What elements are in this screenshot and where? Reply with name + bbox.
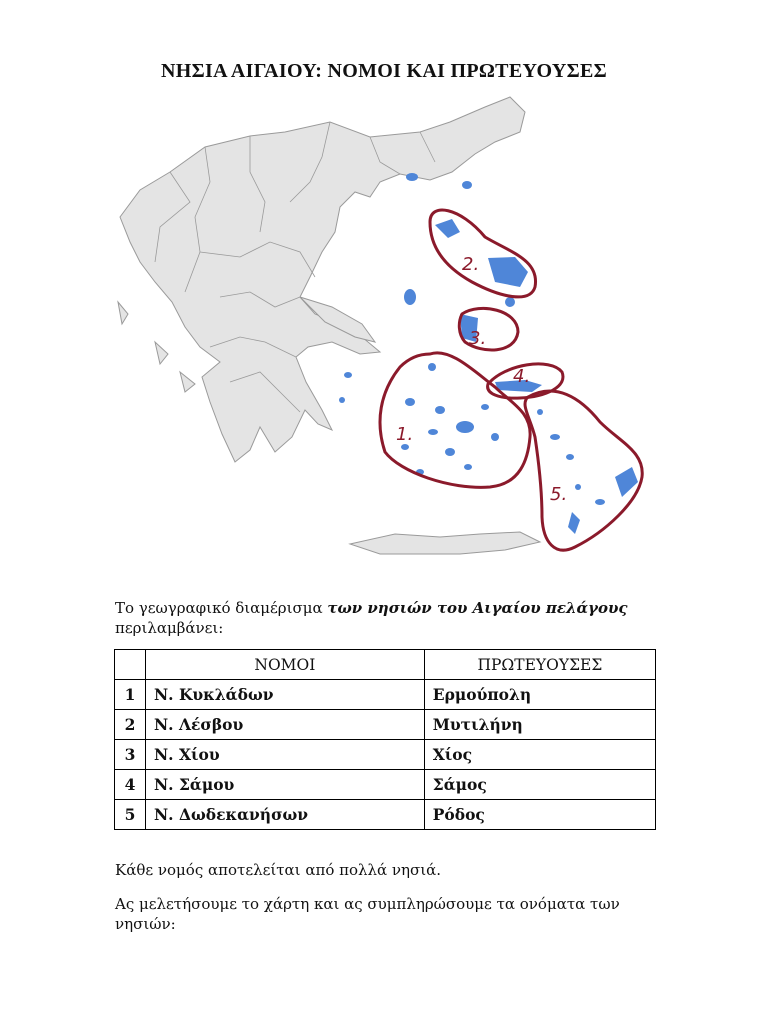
intro-bold: των νησιών του Αιγαίου πελάγους <box>327 599 628 617</box>
region-label-3: 3. <box>469 328 487 349</box>
row-num: 2 <box>115 710 146 740</box>
region-circle-1 <box>380 353 530 488</box>
row-num: 1 <box>115 680 146 710</box>
row-capital: Χίος <box>424 740 655 770</box>
table-row <box>115 740 656 770</box>
page-title: ΝΗΣΙΑ ΑΙΓΑΙΟΥ: ΝΟΜΟΙ ΚΑΙ ΠΡΩΤΕΥΟΥΣΕΣ <box>161 60 607 82</box>
intro-text <box>115 598 675 638</box>
table-row <box>115 770 656 800</box>
row-capital: Σάμος <box>424 770 655 800</box>
region-label-5: 5. <box>550 484 568 505</box>
region-label-4: 4. <box>513 366 531 387</box>
row-prefecture: Ν. Σάμου <box>146 770 425 800</box>
intro-before: Το γεωγραφικό διαμέρισμα <box>115 599 328 617</box>
table-row <box>115 800 656 830</box>
row-prefecture: Ν. Δωδεκανήσων <box>146 800 425 830</box>
region-label-2: 2. <box>462 254 480 275</box>
row-prefecture: Ν. Λέσβου <box>146 710 425 740</box>
row-prefecture: Ν. Χίου <box>146 740 425 770</box>
row-num: 4 <box>115 770 146 800</box>
row-capital: Ερμούπολη <box>424 680 655 710</box>
table-row <box>115 710 656 740</box>
crete-island <box>350 532 540 554</box>
row-num: 3 <box>115 740 146 770</box>
row-capital: Ρόδος <box>424 800 655 830</box>
prefectures-table <box>114 649 656 830</box>
table-header-row <box>115 650 656 680</box>
header-prefectures: ΝΟΜΟΙ <box>146 650 425 680</box>
mainland-greece <box>120 97 525 462</box>
greece-map <box>100 92 660 592</box>
intro-after: περιλαμβάνει: <box>115 619 224 637</box>
header-capitals: ΠΡΩΤΕΥΟΥΣΕΣ <box>424 650 655 680</box>
region-label-1: 1. <box>396 424 414 445</box>
header-num <box>115 650 146 680</box>
table-row <box>115 680 656 710</box>
row-capital: Μυτιλήνη <box>424 710 655 740</box>
row-prefecture: Ν. Κυκλάδων <box>146 680 425 710</box>
paragraph-islands: Κάθε νομός αποτελείται από πολλά νησιά. <box>115 861 442 879</box>
paragraph-instructions: Ας μελετήσουμε το χάρτη και ας συμπληρώσουμε τα ονόματα των νησιών: <box>115 895 620 933</box>
region-circle-5 <box>525 391 642 550</box>
row-num: 5 <box>115 800 146 830</box>
